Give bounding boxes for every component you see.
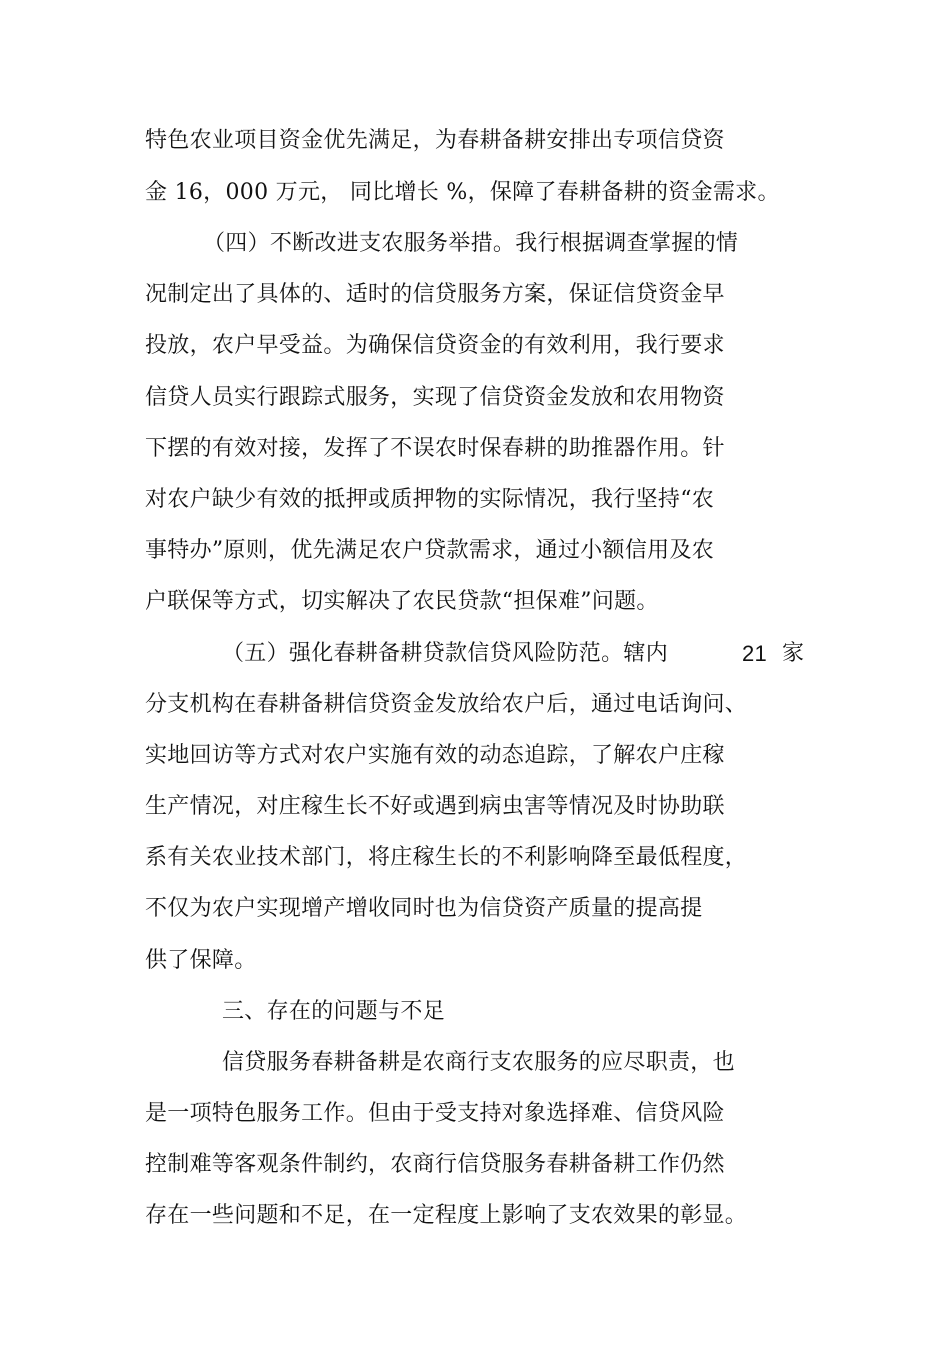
- paragraph-line: 金 16，000 万元， 同比增长 %，保障了春耕备耕的资金需求。: [145, 180, 780, 205]
- section-heading: 三、存在的问题与不足: [222, 999, 446, 1024]
- paragraph-line: 下摆的有效对接，发挥了不误农时保春耕的助推器作用。针: [145, 436, 725, 461]
- paragraph-line: 存在一些问题和不足，在一定程度上影响了支农效果的彰显。: [145, 1203, 748, 1228]
- paragraph-line: 生产情况，对庄稼生长不好或遇到病虫害等情况及时协助联: [145, 794, 725, 819]
- paragraph-line: 事特办”原则，优先满足农户贷款需求，通过小额信用及农: [145, 538, 715, 563]
- paragraph-line: 实地回访等方式对农户实施有效的动态追踪，了解农户庄稼: [145, 743, 725, 768]
- paragraph-line: 信贷服务春耕备耕是农商行支农服务的应尽职责，也: [222, 1050, 735, 1075]
- paragraph-line: 家: [782, 641, 805, 666]
- paragraph-line: 户联保等方式，切实解决了农民贷款“担保难”问题。: [145, 589, 659, 614]
- paragraph-line: （四）不断改进支农服务举措。我行根据调查掌握的情: [203, 231, 739, 256]
- paragraph-line: 特色农业项目资金优先满足，为春耕备耕安排出专项信贷资: [145, 128, 725, 153]
- paragraph-line: 况制定出了具体的、适时的信贷服务方案，保证信贷资金早: [145, 282, 725, 307]
- paragraph-line: 供了保障。: [145, 948, 257, 973]
- count-number: 21: [742, 641, 768, 666]
- paragraph-line: 信贷人员实行跟踪式服务，实现了信贷资金发放和农用物资: [145, 385, 725, 410]
- paragraph-line: （五）强化春耕备耕贷款信贷风险防范。辖内: [222, 641, 669, 666]
- paragraph-line: 不仅为农户实现增产增收同时也为信贷资产质量的提高提: [145, 896, 703, 921]
- paragraph-line: 投放，农户早受益。为确保信贷资金的有效利用，我行要求: [145, 333, 725, 358]
- paragraph-line: 系有关农业技术部门，将庄稼生长的不利影响降至最低程度，: [145, 845, 748, 870]
- paragraph-line: 是一项特色服务工作。但由于受支持对象选择难、信贷风险: [145, 1101, 725, 1126]
- paragraph-line: 分支机构在春耕备耕信贷资金发放给农户后，通过电话询问、: [145, 692, 748, 717]
- paragraph-line: 对农户缺少有效的抵押或质押物的实际情况，我行坚持“农: [145, 487, 715, 512]
- paragraph-line: 控制难等客观条件制约，农商行信贷服务春耕备耕工作仍然: [145, 1152, 725, 1177]
